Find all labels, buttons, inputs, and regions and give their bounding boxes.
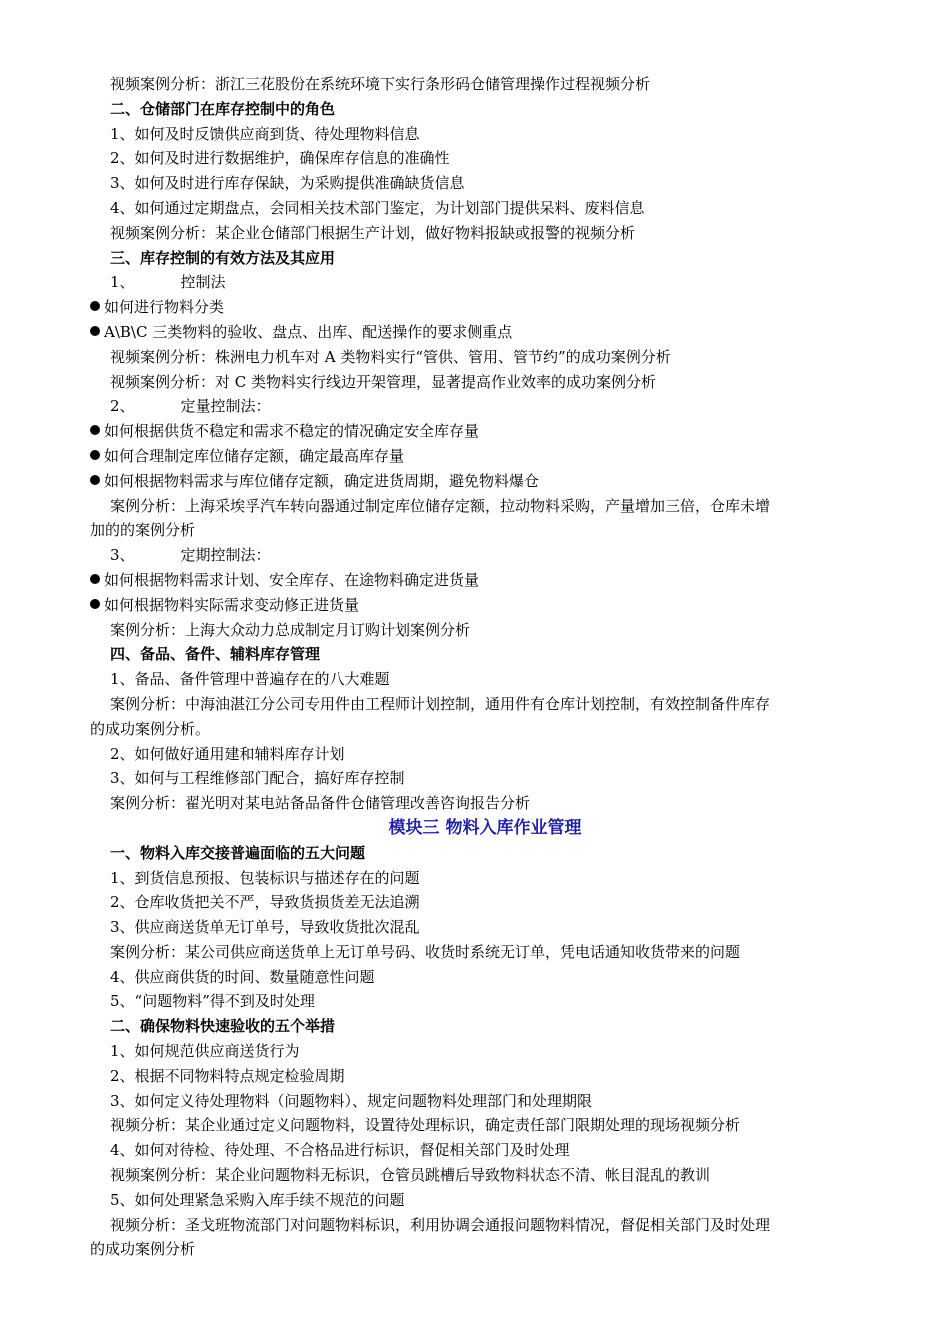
paragraph-line: 3、供应商送货单无订单号，导致收货批次混乱 <box>110 918 420 937</box>
section-heading: 二、仓储部门在库存控制中的角色 <box>110 99 336 118</box>
numbered-subheading <box>0 543 950 568</box>
bullet-text: 如何根据物料实际需求变动修正进货量 <box>104 595 360 614</box>
paragraph-line: 5、如何处理紧急采购入库手续不规范的问题 <box>110 1190 405 1209</box>
paragraph-line: 视频案例分析：株洲电力机车对 A 类物料实行“管供、管用、管节约”的成功案例分析 <box>110 347 671 366</box>
numbered-subheading <box>0 270 950 295</box>
section-heading: 二、确保物料快速验收的五个举措 <box>110 1017 336 1036</box>
section-heading: 四、备品、备件、辅料库存管理 <box>110 645 321 664</box>
bullet-dot-icon <box>90 425 100 435</box>
paragraph-line: 案例分析：上海大众动力总成制定月订购计划案例分析 <box>110 620 471 639</box>
item-number: 2、 <box>110 397 135 416</box>
bullet-text: 如何合理制定库位储存定额，确定最高库存量 <box>104 446 405 465</box>
paragraph-line: 4、如何通过定期盘点，会同相关技术部门鉴定，为计划部门提供呆料、废料信息 <box>110 198 645 217</box>
item-text: 定量控制法： <box>180 397 271 416</box>
bullet-dot-icon <box>90 599 100 609</box>
bullet-dot-icon <box>90 301 100 311</box>
paragraph-line: 2、根据不同物料特点规定检验周期 <box>110 1066 345 1085</box>
bullet-text: A\B\C 三类物料的验收、盘点、出库、配送操作的要求侧重点 <box>104 322 513 341</box>
paragraph-continuation: 的成功案例分析 <box>90 1240 196 1259</box>
document-page <box>0 72 950 1262</box>
paragraph-line: 视频案例分析：某企业问题物料无标识，仓管员跳槽后导致物料状态不清、帐目混乱的教训 <box>110 1166 711 1185</box>
section-heading: 一、物料入库交接普遍面临的五大问题 <box>110 843 366 862</box>
paragraph-line: 4、如何对待检、待处理、不合格品进行标识，督促相关部门及时处理 <box>110 1141 570 1160</box>
paragraph-line: 案例分析：中海油湛江分公司专用件由工程师计划控制，通用件有仓库计划控制，有效控制备件库存 <box>110 694 771 713</box>
module-title: 模块三 物料入库作业管理 <box>388 817 582 838</box>
bullet-item <box>0 568 950 593</box>
paragraph-line: 视频案例分析：浙江三花股份在系统环境下实行条形码仓储管理操作过程视频分析 <box>110 75 651 93</box>
bullet-text: 如何进行物料分类 <box>104 298 225 317</box>
bullet-item <box>0 469 950 494</box>
paragraph-line: 案例分析：某公司供应商送货单上无订单号码、收货时系统无订单，凭电话通知收货带来的问题 <box>110 942 741 961</box>
paragraph-line: 视频案例分析：对 C 类物料实行线边开架管理，显著提高作业效率的成功案例分析 <box>110 372 657 391</box>
paragraph-line: 4、供应商供货的时间、数量随意性问题 <box>110 967 375 986</box>
bullet-dot-icon <box>90 574 100 584</box>
paragraph-line: 3、如何定义待处理物料（问题物料）、规定问题物料处理部门和处理期限 <box>110 1091 593 1110</box>
paragraph-line: 视频分析：圣戈班物流部门对问题物料标识，利用协调会通报问题物料情况，督促相关部门及时处理 <box>110 1215 771 1234</box>
paragraph-line: 5、“问题物料”得不到及时处理 <box>110 992 315 1011</box>
paragraph-line: 2、如何及时进行数据维护，确保库存信息的准确性 <box>110 149 450 168</box>
bullet-dot-icon <box>90 450 100 460</box>
numbered-subheading <box>0 394 950 419</box>
section-heading: 三、库存控制的有效方法及其应用 <box>110 248 336 267</box>
bullet-text: 如何根据物料需求与库位储存定额，确定进货周期，避免物料爆仓 <box>104 471 540 490</box>
bullet-item <box>0 320 950 345</box>
item-text: 控制法 <box>180 273 226 292</box>
paragraph-line: 案例分析：翟光明对某电站备品备件仓储管理改善咨询报告分析 <box>110 794 531 813</box>
paragraph-line: 3、如何与工程维修部门配合，搞好库存控制 <box>110 769 405 788</box>
bullet-dot-icon <box>90 326 100 336</box>
paragraph-line: 视频案例分析：某企业仓储部门根据生产计划，做好物料报缺或报警的视频分析 <box>110 223 636 242</box>
bullet-item <box>0 444 950 469</box>
bullet-item <box>0 295 950 320</box>
paragraph-line: 案例分析：上海采埃孚汽车转向器通过制定库位储存定额，拉动物料采购，产量增加三倍，仓库未增 <box>110 496 771 515</box>
paragraph-continuation: 加的的案例分析 <box>90 521 196 540</box>
bullet-item <box>0 419 950 444</box>
item-text: 定期控制法： <box>180 546 271 565</box>
paragraph-continuation: 的成功案例分析。 <box>90 719 211 738</box>
paragraph-line: 1、到货信息预报、包装标识与描述存在的问题 <box>110 868 420 887</box>
bullet-dot-icon <box>90 475 100 485</box>
item-number: 1、 <box>110 273 135 292</box>
bullet-item <box>0 593 950 618</box>
paragraph-line: 1、如何及时反馈供应商到货、待处理物料信息 <box>110 124 420 143</box>
paragraph-line: 3、如何及时进行库存保缺，为采购提供准确缺货信息 <box>110 174 465 193</box>
paragraph-line: 2、如何做好通用建和辅料库存计划 <box>110 744 345 763</box>
item-number: 3、 <box>110 546 135 565</box>
paragraph-line: 1、如何规范供应商送货行为 <box>110 1042 300 1061</box>
paragraph-line: 1、备品、备件管理中普遍存在的八大难题 <box>110 670 390 689</box>
bullet-text: 如何根据供货不稳定和需求不稳定的情况确定安全库存量 <box>104 422 480 441</box>
paragraph-line: 2、仓库收货把关不严，导致货损货差无法追溯 <box>110 893 420 912</box>
bullet-text: 如何根据物料需求计划、安全库存、在途物料确定进货量 <box>104 570 480 589</box>
paragraph-line: 视频分析：某企业通过定义问题物料，设置待处理标识，确定责任部门限期处理的现场视频分析 <box>110 1116 741 1135</box>
